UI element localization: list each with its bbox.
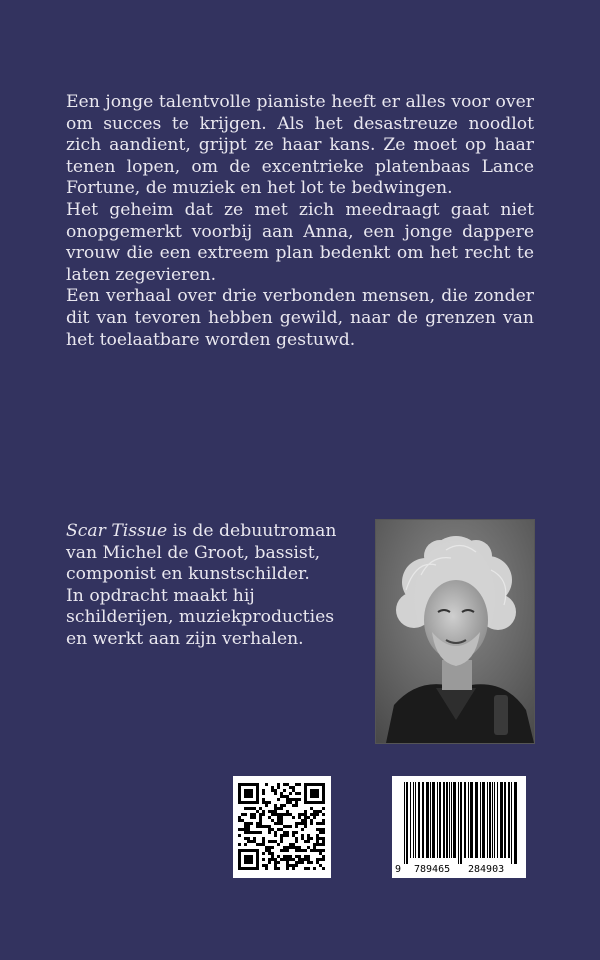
author-portrait-image — [376, 520, 534, 743]
bio-line-2: van Michel de Groot, bassist, — [66, 542, 321, 563]
qr-code — [233, 776, 331, 878]
barcode-digit-first: 9 — [395, 864, 402, 875]
bio-line-4: In opdracht maakt hij — [66, 585, 255, 606]
bio-line-1 — [66, 521, 356, 543]
bio-line-1-text: is de debuutroman — [167, 521, 337, 541]
isbn-barcode — [392, 776, 526, 878]
book-title: Scar Tissue — [66, 521, 168, 541]
barcode-digits-group1: 789465 — [414, 864, 451, 875]
author-bio — [66, 521, 356, 651]
blurb-paragraph-1: Een jonge talentvolle pianiste heeft er alles voor over om succes te krijgen. Als het desastreuze noodlot zich aandient, grijpt ze haar kans. Ze moet op haar tenen lopen, om de excentrieke platenbaas Lance Fortune, de muziek en het lot te bedwingen. — [66, 92, 534, 199]
blurb-paragraph-3: Een verhaal over drie verbonden mensen, die zonder dit van tevoren hebben gewild, naar de grenzen van het toelaatbare worden gestuwd. — [66, 286, 534, 350]
bio-line-5: schilderijen, muziekproducties — [66, 607, 335, 628]
blurb-paragraph-2: Het geheim dat ze met zich meedraagt gaat niet onopgemerkt voorbij aan Anna, een jonge dappere vrouw die een extreem plan bedenkt om het recht te laten zegevieren. — [66, 199, 534, 285]
barcode-digits-group2: 284903 — [468, 864, 505, 875]
bio-line-3: componist en kunstschilder. — [66, 564, 310, 585]
blurb-text — [66, 92, 534, 351]
qr-code-icon — [233, 776, 331, 878]
barcode-icon — [392, 776, 526, 878]
author-photo — [375, 519, 535, 744]
bio-line-6: en werkt aan zijn verhalen. — [66, 628, 304, 649]
